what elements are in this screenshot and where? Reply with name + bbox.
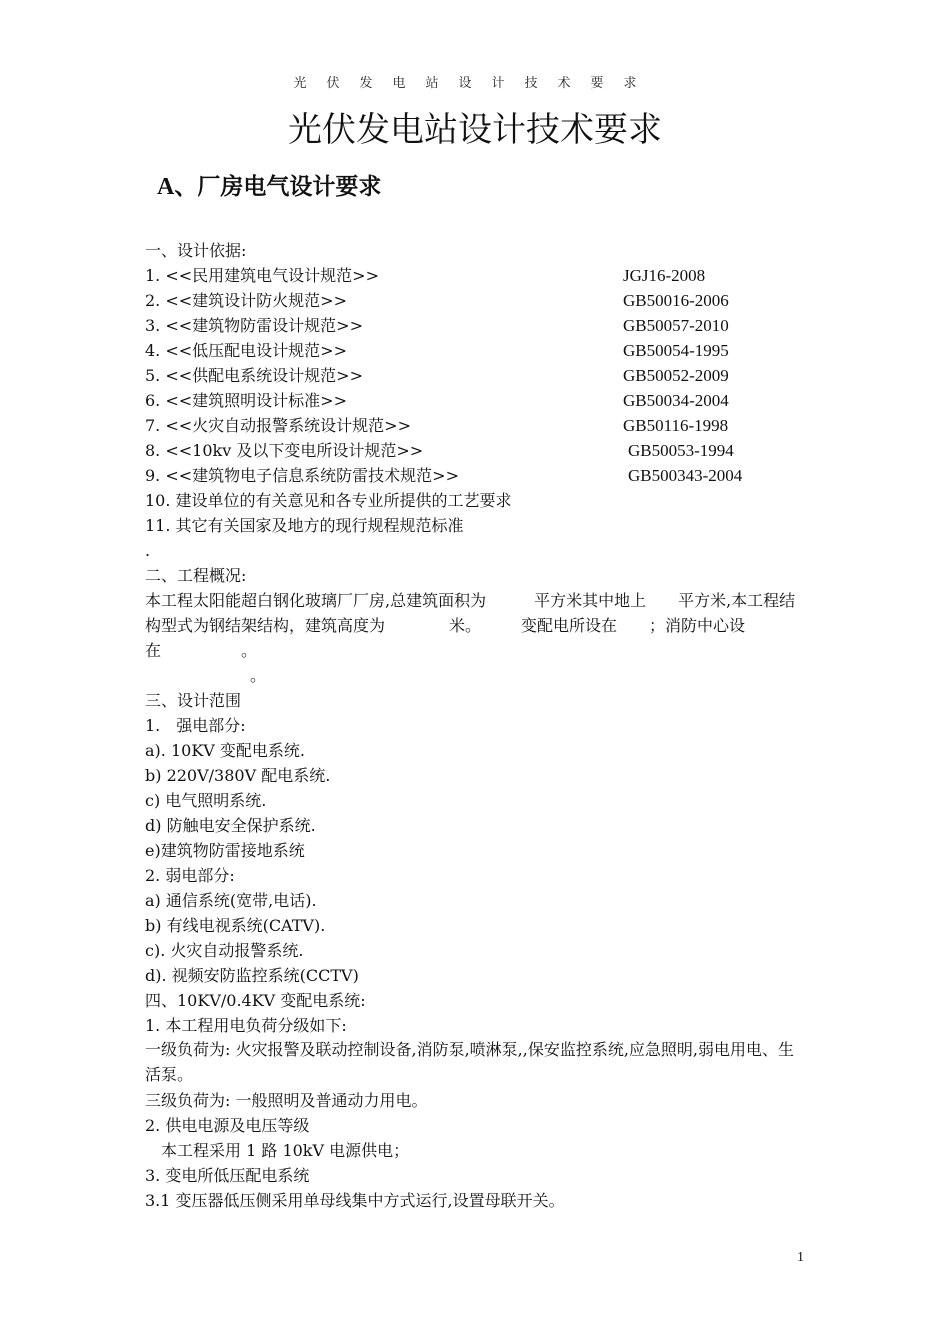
standard-code-1: JGJ16-2008 [623,266,706,285]
scope-heading: 三、设计范围 [145,691,242,710]
weak-item-c: c). 火灾自动报警系统. [145,941,304,960]
standard-item-4: 4. <<低压配电设计规范>> [145,341,347,360]
standard-item-5: 5. <<供配电系统设计规范>> [145,366,363,385]
running-header: 光伏发电站设计技术要求 [293,76,657,91]
overview-heading: 二、工程概况: [145,566,247,585]
weak-item-d: d). 视频安防监控系统(CCTV) [145,966,359,985]
first-class-load: 一级负荷为: 火灾报警及联动控制设备,消防泵,喷淋泵,,保安监控系统,应急照明,弱电用电、生活泵。 [145,1040,794,1084]
standard-code-5: GB50052-2009 [623,366,729,385]
standard-code-9: GB500343-2004 [628,466,743,485]
basis-trailing-dot: . [145,541,151,560]
standard-code-4: GB50054-1995 [623,341,729,360]
standard-code-3: GB50057-2010 [623,316,729,335]
design-basis-heading: 一、设计依据: [145,241,247,260]
page-number: 1 [797,1250,804,1265]
standard-item-8: 8. <<10kv 及以下变电所设计规范>> [145,441,424,460]
basis-item-10: 10. 建设单位的有关意见和各专业所提供的工艺要求 [145,491,512,510]
standard-code-6: GB50034-2004 [623,391,729,410]
section-letter: A [157,174,175,200]
strong-item-c: c) 电气照明系统. [145,791,267,810]
strong-item-e: e)建筑物防雷接地系统 [145,841,305,860]
low-voltage-3-1: 3.1 变压器低压侧采用单母线集中方式运行,设置母联开关。 [145,1191,565,1210]
third-class-load: 三级负荷为: 一般照明及普通动力用电。 [145,1091,428,1110]
standard-code-2: GB50016-2006 [623,291,729,310]
standard-code-7: GB50116-1998 [623,416,729,435]
overview-trailing-mark: 。 [250,666,267,685]
power-supply-heading: 2. 供电电源及电压等级 [145,1116,310,1135]
low-voltage-heading: 3. 变电所低压配电系统 [145,1166,310,1185]
strong-item-d: d) 防触电安全保护系统. [145,816,316,835]
overview-paragraph: 本工程太阳能超白钢化玻璃厂厂房,总建筑面积为 平方米其中地上 平方米,本工程结构型式为钢结架结构，建筑高度为 米。 变配电所设在 ；消防中心设在 。 [145,591,796,660]
substation-heading: 四、10KV/0.4KV 变配电系统: [145,991,366,1010]
standard-item-3: 3. <<建筑物防雷设计规范>> [145,316,363,335]
standard-item-6: 6. <<建筑照明设计标准>> [145,391,347,410]
document-title: 光伏发电站设计技术要求 [288,110,662,150]
weak-item-a: a) 通信系统(宽带,电话). [145,891,317,910]
strong-item-a: a). 10KV 变配电系统. [145,741,305,760]
power-supply-text: 本工程采用 1 路 10kV 电源供电； [145,1141,410,1160]
standard-item-9: 9. <<建筑物电子信息系统防雷技术规范>> [145,466,459,485]
standard-item-1: 1. <<民用建筑电气设计规范>> [145,266,379,285]
standard-code-8: GB50053-1994 [628,441,734,460]
standard-item-2: 2. <<建筑设计防火规范>> [145,291,347,310]
section-a-text: 、厂房电气设计要求 [174,173,382,200]
weak-current-heading: 2. 弱电部分: [145,866,235,885]
load-classification: 1. 本工程用电负荷分级如下: [145,1016,347,1035]
section-a-heading [157,168,381,201]
basis-item-11: 11. 其它有关国家及地方的现行规程规范标准 [145,516,464,535]
strong-current-heading: 1. 强电部分: [145,716,246,735]
standard-item-7: 7. <<火灾自动报警系统设计规范>> [145,416,411,435]
weak-item-b: b) 有线电视系统(CATV). [145,916,326,935]
strong-item-b: b) 220V/380V 配电系统. [145,766,331,785]
